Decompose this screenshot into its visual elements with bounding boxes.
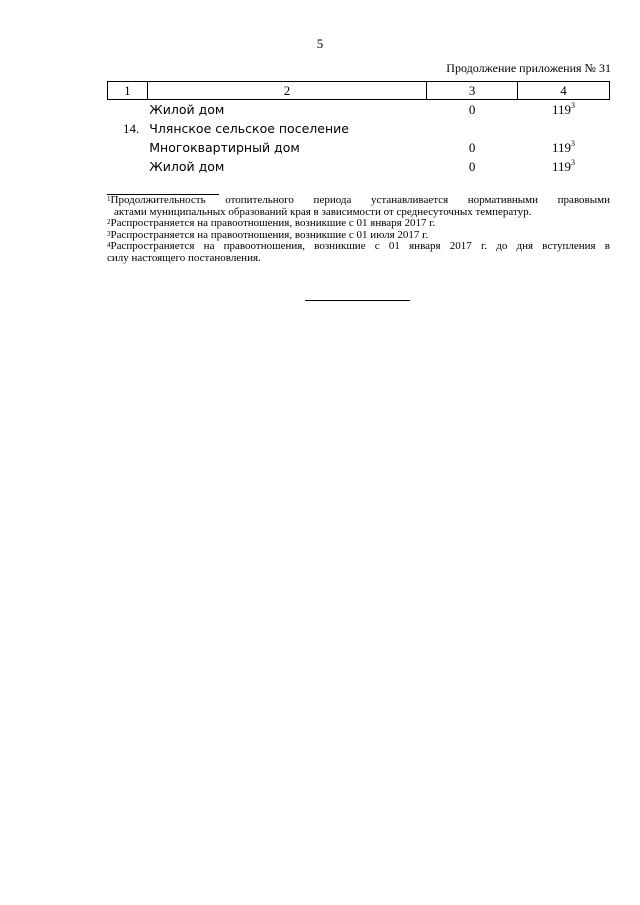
table-row <box>108 157 610 176</box>
footnote-text: Распространяется на правоотношения, возникшие с 01 января 2017 г. до дня вступления в <box>110 240 610 252</box>
footnote-ref: 3 <box>571 157 576 167</box>
row-number <box>108 157 148 176</box>
header-col-3: 3 <box>427 82 518 100</box>
footnote-text: силу настоящего постановления. <box>107 251 261 264</box>
footnote-mark: 4 <box>107 241 111 249</box>
row-col3: 0 <box>468 101 476 117</box>
row-name: Члянское сельское поселение <box>149 121 349 136</box>
row-col4-value: 119 <box>552 139 572 155</box>
header-col-1: 1 <box>108 82 148 100</box>
page-number: 5 <box>316 36 324 51</box>
row-col4 <box>518 119 610 138</box>
footnote-text: Распространяется на правоотношения, возникшие с 01 июля 2017 г. <box>110 228 429 241</box>
footnote-ref: 3 <box>571 138 576 148</box>
header-col-2: 2 <box>147 82 427 100</box>
row-col4-value: 119 <box>552 101 572 117</box>
footnote-mark: 3 <box>107 229 111 238</box>
table-header-row <box>108 82 610 100</box>
footnote-4-continued <box>107 253 610 265</box>
heating-norms-table <box>107 81 610 176</box>
header-col-4: 4 <box>518 82 610 100</box>
footnote-ref: 3 <box>571 100 576 110</box>
footnote-mark: 2 <box>107 218 111 226</box>
row-name: Многоквартирный дом <box>149 140 300 155</box>
row-col4 <box>518 157 610 176</box>
table-row <box>108 119 610 138</box>
footnote-mark: 1 <box>107 195 111 203</box>
appendix-continuation-label: Продолжение приложения № 31 <box>446 61 611 75</box>
footnote-text: Распространяется на правоотношения, возникшие с 01 января 2017 г. <box>110 217 436 229</box>
footnote-text: Продолжительность отопительного периода устанавливается нормативными правовыми <box>110 194 610 206</box>
table-row <box>108 100 610 120</box>
row-col3: 0 <box>468 139 476 155</box>
row-col3 <box>427 119 518 138</box>
row-col4-value: 119 <box>552 158 572 174</box>
row-col4 <box>518 138 610 157</box>
row-number <box>108 100 148 120</box>
footnote-text: актами муниципальных образований края в зависимости от среднесуточных температур. <box>114 205 532 218</box>
footnotes <box>107 195 610 264</box>
end-of-document-rule <box>305 300 410 301</box>
row-name: Жилой дом <box>149 159 225 174</box>
table-row <box>108 138 610 157</box>
row-col4 <box>518 100 610 120</box>
row-number: 14. <box>123 120 140 136</box>
row-col3: 0 <box>468 158 476 174</box>
row-name: Жилой дом <box>149 102 225 117</box>
row-number <box>108 138 148 157</box>
